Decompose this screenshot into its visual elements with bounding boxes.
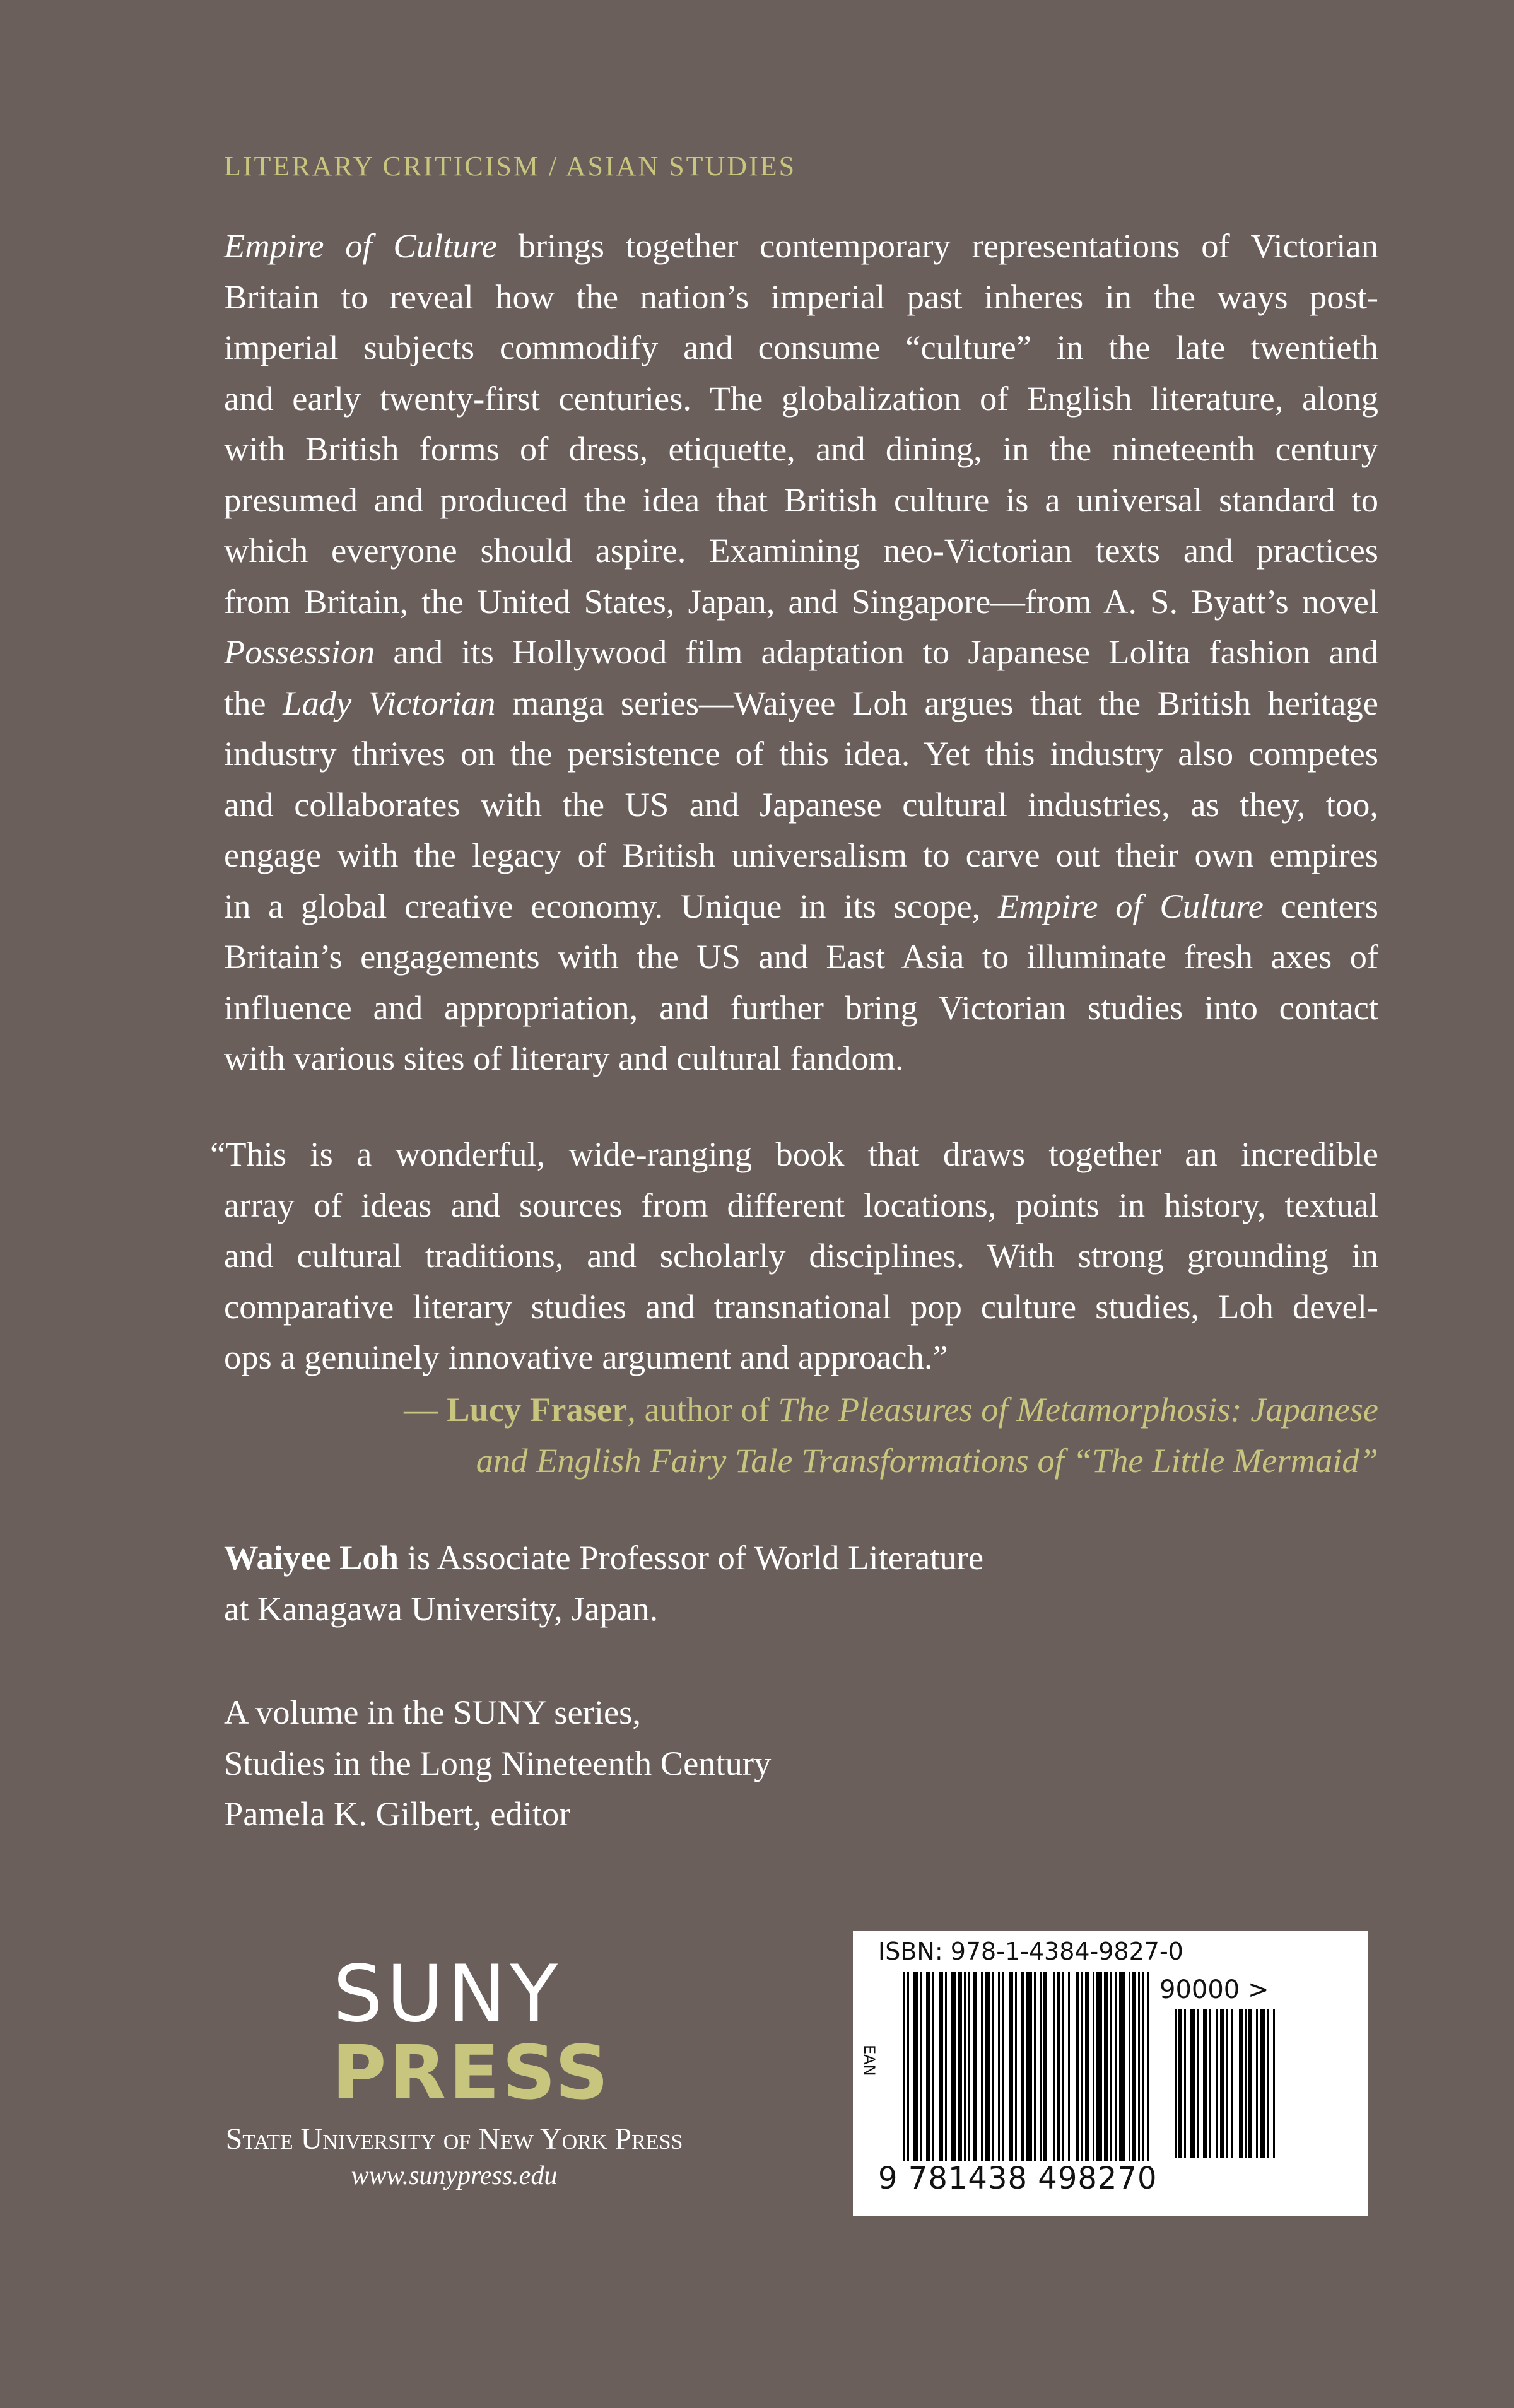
quote-attribution (404, 1384, 1378, 1486)
blurb-line: which everyone should aspire. Examining neo-Victorian texts and practices (224, 531, 1378, 570)
blurb-line: and collaborates with the US and Japanese cultural industries, as they, too, (224, 785, 1378, 824)
quote-line: comparative literary studies and transnational pop culture studies, Loh devel- (224, 1287, 1378, 1326)
barcode-box (853, 1931, 1368, 2216)
blurb-italic-title: Empire of Culture (998, 886, 1264, 925)
blurb-text: and its Hollywood film adaptation to Japanese Lolita fashion and (375, 633, 1378, 671)
addon-price-code: 90000 > (1159, 1975, 1269, 2004)
attribution-line-2 (404, 1435, 1378, 1487)
attribution-book-title: and English Fairy Tale Transformations of “The Little Mermaid” (476, 1441, 1378, 1480)
blurb-italic-title: Lady Victorian (283, 683, 496, 722)
blurb-line (224, 678, 1378, 729)
blurb-text: manga series—Waiyee Loh argues that the British heritage (495, 683, 1378, 722)
blurb-line: and early twenty-first centuries. The globalization of English literature, along (224, 378, 1378, 418)
series-line: A volume in the SUNY series, (224, 1693, 641, 1731)
attribution-line-1 (404, 1384, 1378, 1435)
blurb-italic-title: Empire of Culture (224, 226, 497, 265)
endorsement-quote (210, 1129, 1378, 1383)
blurb-line (224, 221, 1378, 272)
attribution-text: , author of (627, 1390, 778, 1429)
ean-label: EAN (860, 2045, 878, 2076)
blurb-line: engage with the legacy of British universalism to carve out their own empires (224, 836, 1378, 874)
blurb-line (224, 627, 1378, 678)
category-label: LITERARY CRITICISM / ASIAN STUDIES (224, 151, 797, 182)
blurb-line: imperial subjects commodify and consume “culture” in the late twentieth (224, 328, 1378, 366)
blurb-line: Britain’s engagements with the US and East Asia to illuminate fresh axes of (224, 937, 1378, 976)
author-bio-line: at Kanagawa University, Japan. (224, 1589, 659, 1628)
blurb-text: brings together contemporary representations of Victorian (496, 226, 1378, 265)
quote-line: and cultural traditions, and scholarly disciplines. With strong grounding in (224, 1236, 1378, 1275)
blurb-line: with British forms of dress, etiquette, and dining, in the nineteenth century (224, 430, 1378, 468)
series-info (224, 1687, 771, 1840)
logo-suny: SUNY (333, 1949, 561, 2040)
barcode-addon-icon (1175, 2009, 1301, 2158)
author-name: Waiyee Loh (224, 1538, 399, 1577)
attribution-book-title: The Pleasures of Metamorphosis: Japanese (778, 1390, 1378, 1429)
attribution-dash: — (404, 1390, 447, 1429)
barcode-main-icon (903, 1972, 1149, 2161)
blurb-italic-title: Possession (224, 633, 375, 671)
author-bio-line (224, 1533, 983, 1584)
blurb-text: in a global creative economy. Unique in its scope, (224, 886, 999, 925)
blurb-line: Britain to reveal how the nation’s imperial past inheres in the ways post- (224, 277, 1378, 316)
blurb-line: with various sites of literary and cultural fandom. (224, 1039, 904, 1077)
blurb-line: industry thrives on the persistence of this idea. Yet this industry also competes (224, 734, 1378, 773)
blurb-line: presumed and produced the idea that British culture is a universal standard to (224, 480, 1378, 519)
quote-line: array of ideas and sources from different locations, points in history, textual (224, 1185, 1378, 1224)
description-blurb (224, 221, 1378, 1084)
barcode-digits: 9 781438 498270 (878, 2161, 1158, 2196)
series-line: Pamela K. Gilbert, editor (224, 1794, 571, 1833)
blurb-line: from Britain, the United States, Japan, and Singapore—from A. S. Byatt’s novel (224, 582, 1378, 621)
quote-line: “This is a wonderful, wide-ranging book that draws together an incredible (210, 1135, 1378, 1173)
attribution-name: Lucy Fraser (447, 1390, 628, 1429)
logo-press: PRESS (332, 2029, 611, 2116)
author-bio-text: is Associate Professor of World Literature (399, 1538, 984, 1577)
quote-line: ops a genuinely innovative argument and approach.” (224, 1338, 948, 1376)
publisher-url: www.sunypress.edu (351, 2161, 558, 2190)
blurb-line: influence and appropriation, and further bring Victorian studies into contact (224, 988, 1378, 1027)
isbn-text: ISBN: 978-1-4384-9827-0 (878, 1938, 1183, 1965)
series-line: Studies in the Long Nineteenth Century (224, 1743, 772, 1782)
blurb-line (224, 881, 1378, 932)
blurb-text: the (224, 683, 283, 722)
author-bio (224, 1533, 983, 1634)
blurb-text: centers (1263, 886, 1378, 925)
publisher-full-name: State University of New York Press (225, 2122, 683, 2156)
